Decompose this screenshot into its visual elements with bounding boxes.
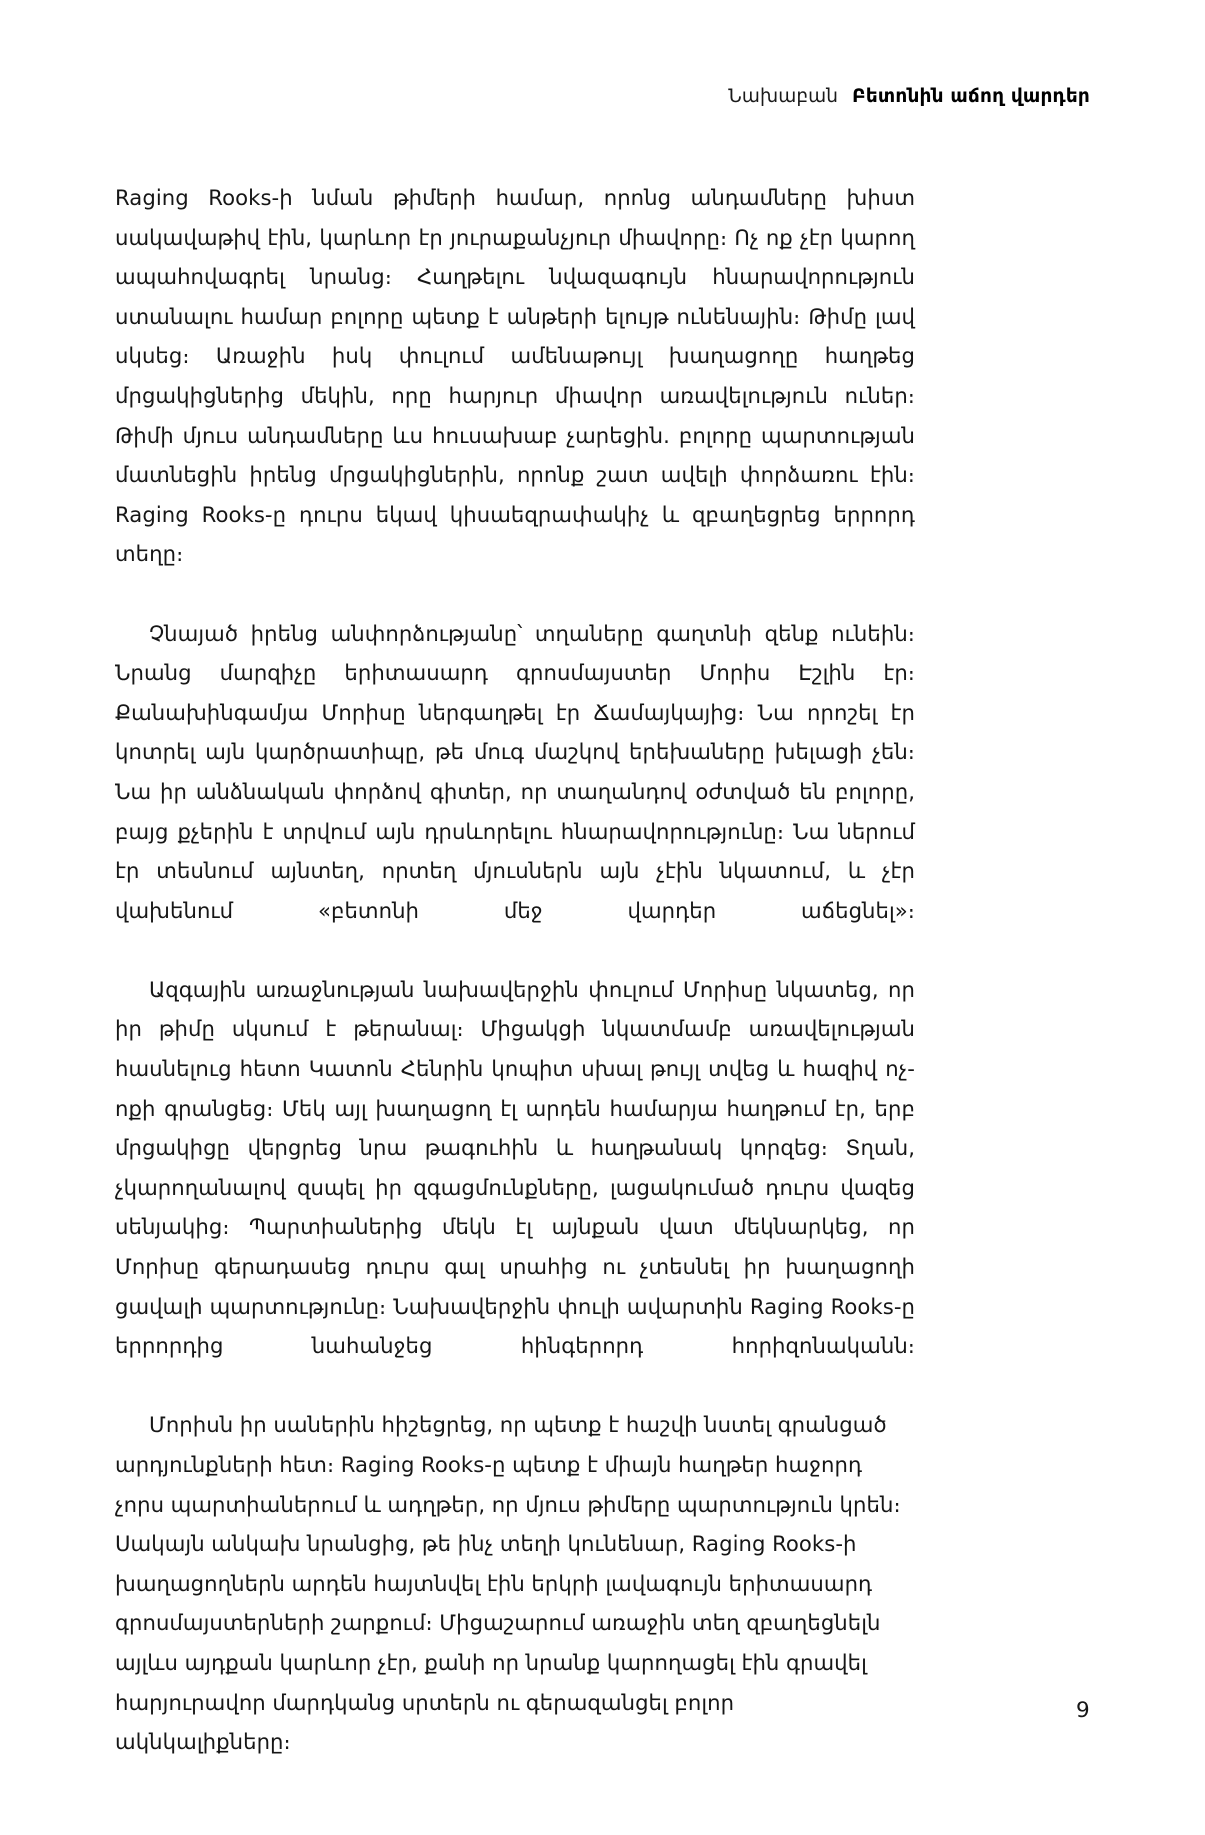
body-text-block [115,178,915,1801]
paragraph: Ազգային առաջնության նախավերջին փուլում Մորիսը նկատեց, որ իր թիմը սկսում է թերանալ։ Միցակցի նկատմամբ առավելության հասնելուց հետո Կատոն Հենրին կոպիտ սխալ թույլ տվեց և հազիվ ոչ-ոքի գրանցեց։ Մեկ այլ խաղացող էլ արդեն համարյա հաղթում էր, երբ մրցակիցը վերցրեց նրա թագուհին և հաղթանակ կորզեց։ Տղան, չկարողանալով զսպել իր զգացմունքները, լացակումած դուրս վազեց սենյակից։ Պարտիաներից մեկն էլ այնքան վատ մեկնարկեց, որ Մորիսը գերադասեց դուրս գալ սրահից ու չտեսնել իր խաղացողի ցավալի պարտությունը։ Նախավերջին փուլի ավարտին Raging Rooks-ը երրորդից նահանջեց հինգերորդ հորիզոնականն։ [115,976,915,1359]
running-head-chapter: Նախաբան [728,86,839,107]
paragraph: Չնայած իրենց անփորձությանը՝ տղաները գաղտնի զենք ունեին։ Նրանց մարզիչը երիտասարդ գրոսմայստեր Մորիս Էշլին էր։ Քանախինգամյա Մորիսը ներգաղթել էր Ճամայկայից։ Նա որոշել էր կոտրել այն կարծրատիպը, թե մուգ մաշկով երեխաները խելացի չեն։ Նա իր անձնական փորձով գիտեր, որ տաղանդով օժտված են բոլորը, բայց քչերին է տրվում այն դրսևորելու հնարավորությունը։ Նա ներում էր տեսնում այնտեղ, որտեղ մյուսներն այն չէին նկատում, և չէր վախենում «բետոնի մեջ վարդեր աճեցնել»։ [115,620,915,923]
paragraph: Մորիսն իր սաներին հիշեցրեց, որ պետք է հաշվի նստել գրանցած արդյունքների հետ։ Raging Rooks-ը պետք է միայն հաղթեր հաջորդ չորս պարտիաներում և ադղթեր, որ մյուս թիմերը պարտություն կրեն։ Սակայն անկախ նրանցից, թե ինչ տեղի կունենար, Raging Rooks-ի խաղացողներն արդեն հայտնվել էին երկրի լավագույն երիտասարդ գրոսմայստերների շարքում։ Միցաշարում առաջին տեղ զբաղեցնելն այլևս այդքան կարևոր չէր, քանի որ նրանք կարողացել էին գրավել հարյուրավոր մարդկանց սրտերն ու գերազանցել բոլոր ակնկալիքները։ [115,1412,901,1755]
paragraph: Raging Rooks-ի նման թիմերի համար, որոնց անդամները խիստ սակավաթիվ էին, կարևոր էր յուրաքանչյուր միավորը։ Ոչ ոք չէր կարող ապահովագրել նրանց։ Հաղթելու նվազագույն հնարավորություն ստանալու համար բոլորը պետք է անթերի ելույթ ունենային։ Թիմը լավ սկսեց։ Առաջին իսկ փուլում ամենաթույլ խաղացողը հաղթեց մրցակիցներից մեկին, որը հարյուր միավոր առավելություն ուներ։ Թիմի մյուս անդամները ևս հուսախաբ չարեցին. բոլորը պարտության մատնեցին իրենց մրցակիցներին, որոնք շատ ավելի փորձառու էին։ Raging Rooks-ը դուրս եկավ կիսաեզրափակիչ և զբաղեցրեց երրորդ տեղը։ [115,185,915,567]
running-head-book-title: Բետոնին աճող վարդեր [852,86,1090,107]
page-number: 9 [1076,1698,1090,1723]
running-head [115,86,1090,108]
